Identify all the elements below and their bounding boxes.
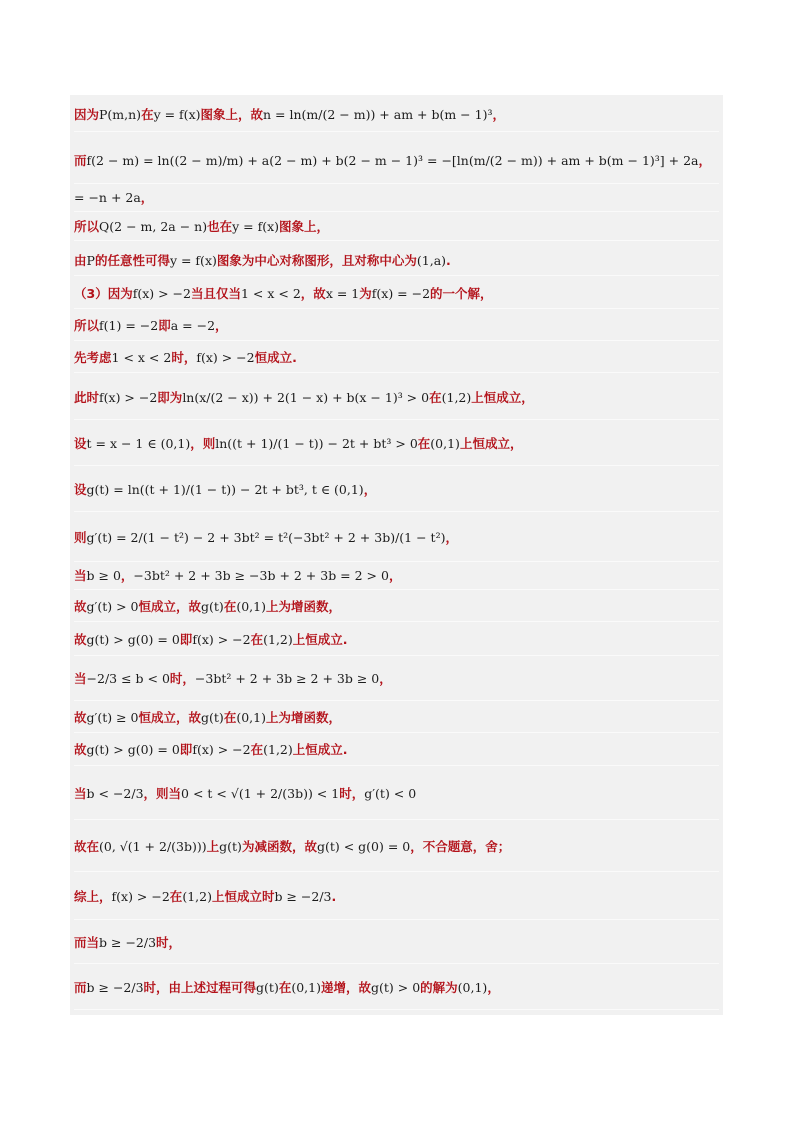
math-expression: (1,2) [263, 632, 293, 648]
solution-text: 时， [156, 935, 182, 951]
solution-text: 图象上，故 [200, 107, 264, 123]
solution-line [74, 281, 719, 309]
solution-text: ， [445, 530, 458, 546]
solution-text: 在 [141, 107, 154, 123]
math-expression: f(x) > −2 [196, 350, 255, 366]
solution-line [74, 424, 719, 466]
math-expression: ln(x/(2 − x)) + 2(1 − x) + b(x − 1)³ > 0 [182, 390, 430, 406]
math-expression: P(m,n) [99, 107, 142, 123]
solution-text: 当 [74, 568, 87, 584]
math-expression: f(2 − m) = ln((2 − m)/m) + a(2 − m) + b(2 − m − 1)³ = −[ln(m/(2 − m)) + am + b(m − 1)³] + 2a [86, 153, 699, 169]
solution-text: 所以 [74, 318, 100, 334]
math-expression: (0,1) [291, 980, 321, 996]
solution-text: ， [120, 568, 134, 584]
solution-line [74, 876, 719, 920]
math-expression: b ≥ −2/3 [99, 935, 157, 951]
solution-text: 在 [278, 980, 292, 996]
solution-text: 的一个解， [430, 286, 493, 302]
solution-text: 时， [339, 786, 365, 802]
math-expression: g(t) [201, 599, 224, 615]
math-expression: n = ln(m/(2 − m)) + am + b(m − 1)³ [263, 107, 493, 123]
math-expression: 0 < t < √(1 + 2/(3b)) < 1 [181, 786, 340, 802]
solution-text: 则 [74, 530, 87, 546]
solution-text: 故 [74, 632, 87, 648]
math-expression: y = f(x) [169, 253, 217, 269]
solution-text: ， [215, 318, 228, 334]
solution-text: 上恒成立， [459, 436, 523, 452]
math-expression: g′(t) > 0 [86, 599, 139, 615]
solution-text: 在 [223, 599, 237, 615]
solution-line [74, 248, 719, 276]
solution-text: ， [140, 190, 154, 206]
solution-text: 先考虑 [74, 350, 112, 366]
math-expression: (0, √(1 + 2/(3b))) [99, 839, 207, 855]
math-expression: g(t) > g(0) = 0 [86, 632, 180, 648]
solution-text: 设 [74, 482, 87, 498]
solution-text: 恒成立，故 [138, 710, 202, 726]
math-expression: f(x) > −2 [192, 632, 251, 648]
math-expression: (1,2) [182, 889, 212, 905]
math-expression: f(x) = −2 [371, 286, 431, 302]
solution-text: 在 [417, 436, 431, 452]
solution-text: 综上， [74, 889, 112, 905]
math-expression: g(t) > 0 [371, 980, 421, 996]
math-expression: −2/3 ≤ b < 0 [86, 671, 170, 687]
solution-text: ，则当 [143, 786, 182, 802]
solution-text: 上恒成立， [471, 390, 534, 406]
math-expression: f(x) > −2 [192, 742, 251, 758]
math-expression: y = f(x) [232, 219, 280, 235]
math-expression: b < −2/3 [86, 786, 144, 802]
solution-text: 当且仅当 [190, 286, 241, 302]
solution-line [74, 968, 719, 1010]
solution-text: 即 [179, 632, 193, 648]
solution-line [74, 516, 719, 562]
math-expression: (0,1) [430, 436, 460, 452]
math-expression: g′(t) ≥ 0 [86, 710, 139, 726]
solution-text: ，不合题意，舍； [410, 839, 511, 855]
solution-text: 故 [74, 599, 87, 615]
solution-line [74, 659, 719, 701]
math-expression: g(t) [201, 710, 224, 726]
solution-line [74, 736, 719, 766]
solution-text: 而 [74, 980, 87, 996]
solution-text: 设 [74, 436, 87, 452]
math-expression: b ≥ −2/3 [274, 889, 332, 905]
solution-text: 递增，故 [320, 980, 371, 996]
solution-text: 在 [169, 889, 183, 905]
solution-text: 的任意性可得 [94, 253, 170, 269]
math-expression: −3bt² + 2 + 3b ≥ −3b + 2 + 3b = 2 > 0 [133, 568, 389, 584]
math-expression: f(1) = −2 [99, 318, 159, 334]
solution-line [74, 140, 719, 184]
solution-line [74, 564, 719, 590]
solution-line [74, 313, 719, 341]
solution-text: 为减函数，故 [241, 839, 317, 855]
solution-text: 时， [171, 350, 197, 366]
math-expression: f(x) > −2 [132, 286, 191, 302]
solution-text: 图象上， [279, 219, 330, 235]
solution-text: 故在 [74, 839, 100, 855]
solution-text: 故 [74, 710, 87, 726]
math-expression: g(t) [256, 980, 279, 996]
solution-text: 而 [74, 153, 87, 169]
math-expression: P [86, 253, 95, 269]
solution-line [74, 770, 719, 820]
solution-line [74, 470, 719, 512]
solution-text: 时，由上述过程可得 [143, 980, 257, 996]
math-expression: b ≥ −2/3 [86, 980, 144, 996]
solution-text: 上 [206, 839, 220, 855]
solution-line [74, 705, 719, 733]
math-expression: b ≥ 0 [86, 568, 121, 584]
solution-text: 的解为 [420, 980, 458, 996]
solution-text: 图象为中心对称图形，且对称中心为 [216, 253, 417, 269]
solution-text: 当 [74, 786, 87, 802]
solution-text: 上恒成立. [292, 632, 348, 648]
solution-text: ， [379, 671, 392, 687]
solution-text: ， [698, 153, 712, 169]
math-expression: g(t) [219, 839, 242, 855]
math-expression: (0,1) [236, 710, 266, 726]
math-expression: = −n + 2a [74, 190, 141, 206]
solution-text: ，故 [300, 286, 326, 302]
solution-line [74, 626, 719, 656]
solution-text: ， [363, 482, 377, 498]
solution-text: 上恒成立. [292, 742, 348, 758]
math-expression: (1,a) [416, 253, 447, 269]
math-expression: a = −2 [170, 318, 216, 334]
math-expression: 1 < x < 2 [241, 286, 301, 302]
solution-text: 由 [74, 253, 87, 269]
math-expression: g′(t) < 0 [364, 786, 417, 802]
solution-line [74, 824, 719, 872]
solution-text: 为 [359, 286, 372, 302]
solution-text: 此时 [74, 390, 100, 406]
solution-text: 因为 [74, 107, 100, 123]
math-expression: g(t) = ln((t + 1)/(1 − t)) − 2t + bt³, t ∈ (0,1) [86, 482, 364, 498]
solution-text: 上为增函数， [265, 710, 341, 726]
solution-line [74, 345, 719, 373]
solution-text: （3）因为 [74, 286, 133, 302]
solution-line [74, 378, 719, 420]
solution-text: 上恒成立时 [211, 889, 275, 905]
math-expression: g(t) < g(0) = 0 [316, 839, 411, 855]
solution-line [74, 100, 719, 132]
solution-line [74, 215, 719, 241]
solution-text: 恒成立，故 [138, 599, 202, 615]
math-expression: (0,1) [457, 980, 488, 996]
math-expression: f(x) > −2 [99, 390, 158, 406]
solution-text: ， [487, 980, 500, 996]
solution-text: 在 [250, 632, 264, 648]
math-expression: (1,2) [441, 390, 472, 406]
solution-text: 所以 [74, 219, 100, 235]
math-expression: (1,2) [263, 742, 293, 758]
math-expression: f(x) > −2 [111, 889, 170, 905]
math-expression: g(t) > g(0) = 0 [86, 742, 180, 758]
solution-text: ，则 [190, 436, 216, 452]
solution-text: 恒成立. [254, 350, 297, 366]
solution-text: 当 [74, 671, 87, 687]
solution-text: 故 [74, 742, 87, 758]
solution-text: 即为 [157, 390, 183, 406]
solution-text: . [331, 889, 337, 905]
solution-text: 在 [429, 390, 442, 406]
math-expression: g′(t) = 2/(1 − t²) − 2 + 3bt² = t²(−3bt² + 2 + 3b)/(1 − t²) [86, 530, 446, 546]
math-expression: −3bt² + 2 + 3b ≥ 2 + 3b ≥ 0 [194, 671, 380, 687]
solution-text: ， [388, 568, 402, 584]
solution-text: 即 [179, 742, 193, 758]
solution-line [74, 186, 719, 212]
solution-text: 上为增函数， [265, 599, 341, 615]
math-expression: 1 < x < 2 [111, 350, 172, 366]
math-expression: ln((t + 1)/(1 − t)) − 2t + bt³ > 0 [215, 436, 418, 452]
solution-text: 也在 [207, 219, 233, 235]
math-expression: (0,1) [236, 599, 266, 615]
solution-text: 在 [223, 710, 237, 726]
solution-text: 在 [250, 742, 264, 758]
solution-line [74, 594, 719, 622]
math-expression: x = 1 [325, 286, 360, 302]
solution-text: 而当 [74, 935, 100, 951]
math-expression: Q(2 − m, 2a − n) [99, 219, 208, 235]
solution-text: ， [492, 107, 505, 123]
solution-text: 时， [169, 671, 195, 687]
math-expression: t = x − 1 ∈ (0,1) [86, 436, 191, 452]
solution-line [74, 924, 719, 964]
solution-text: 即 [158, 318, 171, 334]
solution-text: . [446, 253, 451, 269]
math-expression: y = f(x) [153, 107, 201, 123]
